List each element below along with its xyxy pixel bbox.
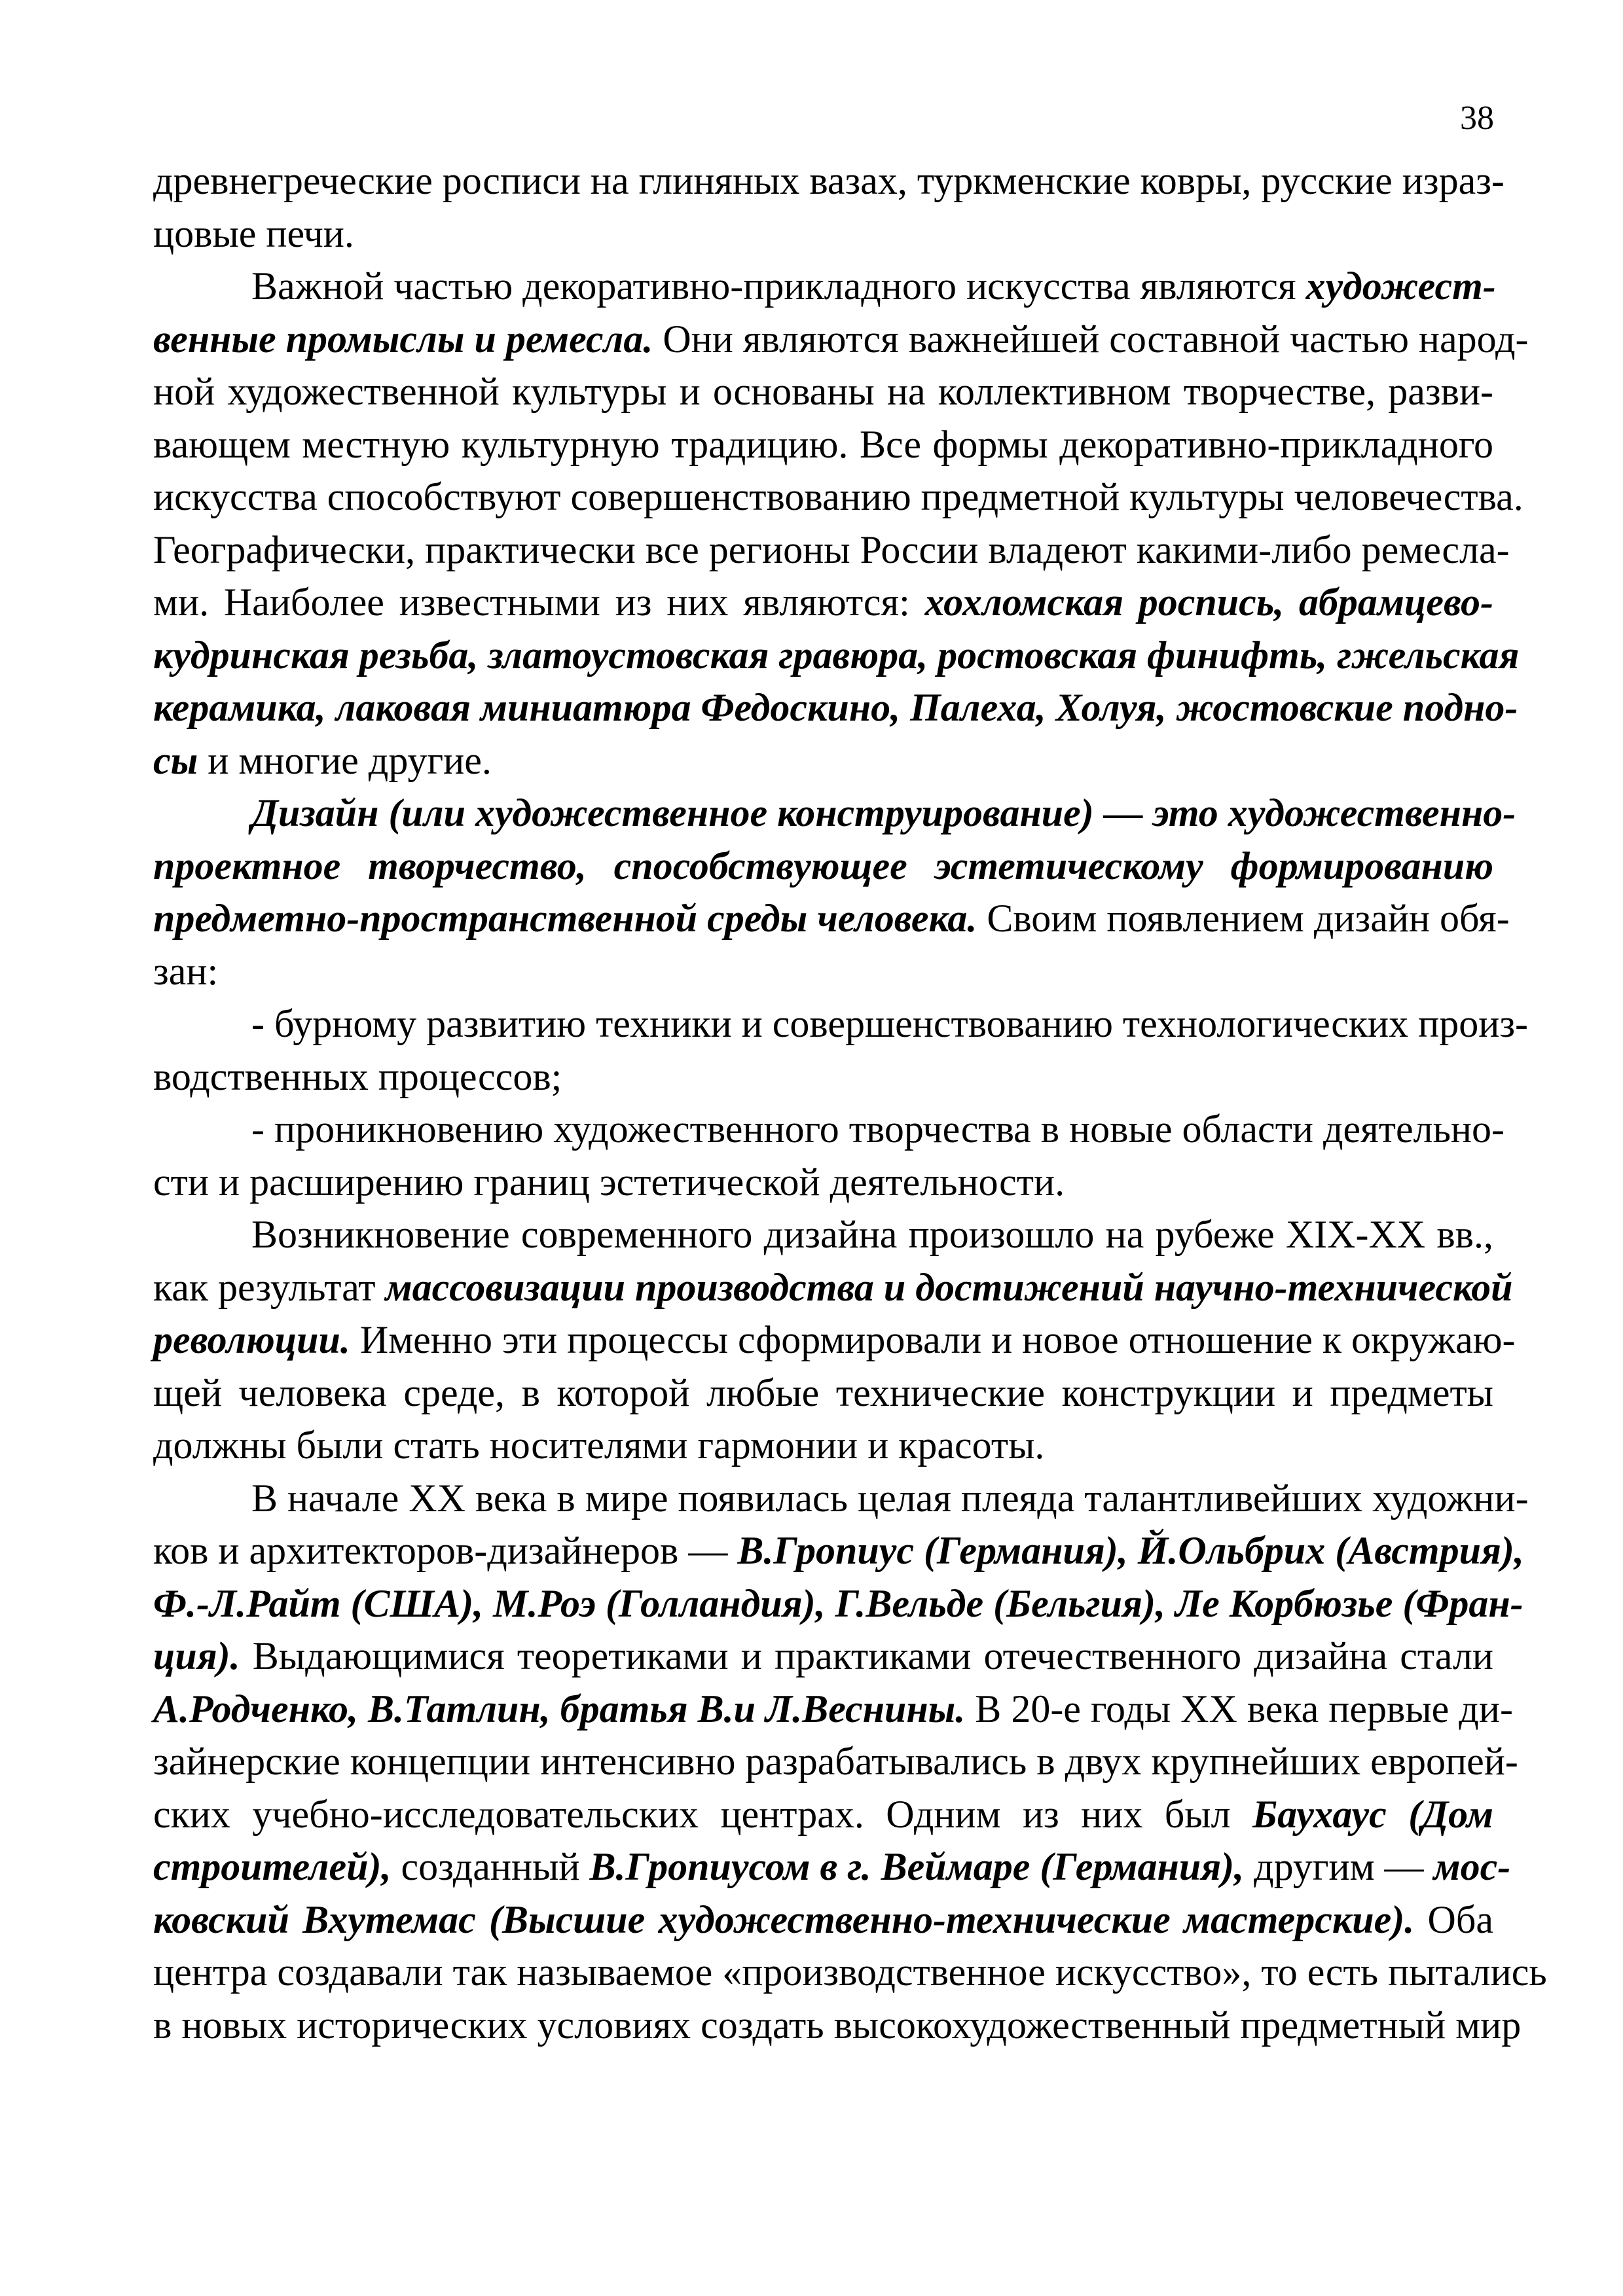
emphasis [153, 317, 653, 361]
text-line [153, 576, 1493, 629]
text-line [153, 1630, 1493, 1683]
text-run: созданный [391, 1845, 590, 1888]
text-line [153, 1999, 1522, 2052]
text-run: и многие другие. [198, 738, 492, 782]
text-run: зайнерские концепции интенсивно разрабатывались в двух крупнейших европей- [153, 1740, 1518, 1783]
emphasis-text: мос- [1433, 1845, 1511, 1888]
emphasis-text: Баухаус (Дом [1252, 1792, 1493, 1836]
body-text [153, 154, 1547, 2051]
text-line [153, 1840, 1511, 1893]
text-line [153, 1367, 1493, 1420]
emphasis-text: керамика, лаковая миниатюра Федоскино, Палеха, Холуя, жостовские подно- [153, 686, 1518, 729]
emphasis-text: революции. [153, 1318, 350, 1361]
emphasis-text: Ф.-Л.Райт (США), М.Роэ (Голландия), Г.Вельде (Бельгия), Ле Корбюзье (Фран- [153, 1581, 1523, 1625]
emphasis [153, 1687, 965, 1731]
text-line [153, 418, 1493, 471]
text-run: вающем местную культурную традицию. Все формы декоративно-прикладного [153, 422, 1493, 466]
text-line [153, 892, 1510, 945]
emphasis-text: сы [153, 738, 198, 782]
text-run: ной художественной культуры и основаны на коллективном творчестве, разви- [153, 370, 1493, 413]
emphasis-text: венные промыслы и ремесла. [153, 317, 653, 361]
text-run: Возникновение современного дизайна произошло на рубеже XIX-XX вв., [251, 1213, 1493, 1256]
emphasis [590, 1845, 1245, 1888]
text-run: центра создавали так называемое «производственное искусство», то есть пытались [153, 1950, 1547, 1994]
text-line [153, 1788, 1493, 1841]
emphasis-text: предметно-пространственной среды человека. [153, 897, 977, 940]
text-run: Важной частью декоративно-прикладного искусства являются [251, 264, 1306, 308]
emphasis [153, 739, 198, 782]
text-run: Оба [1414, 1897, 1494, 1941]
emphasis-text: ковский Вхутемас (Высшие художественно-технические мастерские). [153, 1897, 1415, 1941]
text-line [153, 840, 1493, 893]
text-run: В 20-е годы XX века первые ди- [965, 1687, 1513, 1731]
emphasis [1434, 1845, 1511, 1888]
text-run: цовые печи. [153, 211, 354, 255]
page-number: 38 [1460, 99, 1494, 137]
text-run: ских учебно-исследовательских центрах. Одним из них был [153, 1792, 1252, 1836]
emphasis [153, 897, 977, 940]
text-run: другим — [1244, 1845, 1434, 1888]
text-line [153, 154, 1504, 207]
emphasis [153, 844, 1493, 888]
text-line [153, 1314, 1516, 1367]
text-line [153, 1577, 1523, 1630]
text-line [153, 1208, 1493, 1261]
emphasis [153, 1845, 391, 1888]
emphasis-text: ция). [153, 1634, 240, 1677]
text-line [153, 734, 1493, 787]
text-line [153, 1524, 1524, 1577]
text-run: щей человека среде, в которой любые технические конструкции и предметы [153, 1371, 1493, 1414]
emphasis-text: В.Гропиусом в г. Веймаре (Германия), [589, 1845, 1245, 1888]
text-run: Именно эти процессы сформировали и новое отношение к окружаю- [350, 1318, 1516, 1361]
text-run: искусства способствуют совершенствованию предметной культуры человечества. [153, 475, 1523, 518]
emphasis [925, 581, 1493, 624]
emphasis [1306, 264, 1496, 308]
text-line [153, 1419, 1493, 1472]
text-run: водственных процессов; [153, 1054, 562, 1098]
emphasis [385, 1266, 1512, 1309]
text-run: Они являются важнейшей составной частью народ- [653, 317, 1529, 361]
emphasis-text: художест- [1305, 264, 1496, 308]
text-line [153, 945, 1493, 998]
text-run: в новых исторических условиях создать высокохудожественный предметный мир [153, 2003, 1522, 2047]
emphasis-text: В.Гропиус (Германия), Й.Ольбрих (Австрия), [737, 1529, 1524, 1572]
emphasis [153, 686, 1518, 729]
text-run: Географически, практически все регионы России владеют какими-либо ремесла- [153, 528, 1510, 571]
text-line [153, 787, 1516, 840]
text-line [153, 997, 1529, 1050]
text-run: - бурному развитию техники и совершенствованию технологических произ- [251, 1002, 1529, 1045]
text-run: сти и расширению границ эстетической деятельности. [153, 1160, 1065, 1204]
emphasis [1252, 1793, 1493, 1836]
text-line [153, 260, 1496, 313]
text-line [153, 1735, 1518, 1788]
emphasis-text: А.Родченко, В.Татлин, братья В.и Л.Веснины. [153, 1687, 966, 1731]
text-line [153, 313, 1529, 366]
text-line [153, 1261, 1513, 1314]
text-line [153, 1472, 1529, 1525]
text-line [153, 1156, 1493, 1209]
emphasis [251, 791, 1516, 834]
text-line [153, 207, 1493, 260]
text-run: - проникновению художественного творчества в новые области деятельно- [251, 1107, 1505, 1151]
emphasis [153, 634, 1519, 677]
text-line [153, 365, 1493, 418]
emphasis [153, 1634, 240, 1677]
emphasis-text: Дизайн (или художественное конструирование) — это художественно- [251, 791, 1516, 834]
emphasis-text: кудринская резьба, златоустовская гравюра, ростовская финифть, гжельская [153, 633, 1520, 677]
text-run: как результат [153, 1265, 386, 1309]
emphasis-text: массовизации производства и достижений научно-технической [385, 1265, 1513, 1309]
text-line [153, 1893, 1493, 1946]
text-line [153, 1946, 1547, 1999]
text-line [153, 1103, 1505, 1156]
text-run: ков и архитекторов-дизайнеров — [153, 1529, 738, 1572]
text-line [153, 524, 1510, 577]
text-run: ми. Наиболее известными из них являются: [153, 581, 925, 624]
emphasis-text: строителей), [153, 1845, 392, 1888]
text-run: В начале XX века в мире появилась целая плеяда талантливейших художни- [251, 1476, 1529, 1520]
text-line [153, 629, 1520, 682]
text-run: зан: [153, 949, 219, 993]
emphasis [737, 1529, 1523, 1572]
text-run: древнегреческие росписи на глиняных вазах, туркменские ковры, русские израз- [153, 159, 1504, 202]
emphasis [153, 1318, 350, 1361]
text-line [153, 471, 1523, 524]
text-line [153, 1050, 1493, 1103]
text-line [153, 1683, 1513, 1736]
text-run: Своим появлением дизайн обя- [977, 897, 1510, 940]
emphasis-text: проектное творчество, способствующее эстетическому формированию [153, 844, 1493, 888]
emphasis [153, 1898, 1414, 1941]
text-run: должны были стать носителями гармонии и красоты. [153, 1424, 1045, 1467]
emphasis-text: хохломская роспись, абрамцево- [924, 581, 1493, 624]
text-line [153, 681, 1518, 734]
emphasis [153, 1582, 1523, 1625]
text-run: Выдающимися теоретиками и практиками отечественного дизайна стали [240, 1634, 1493, 1677]
